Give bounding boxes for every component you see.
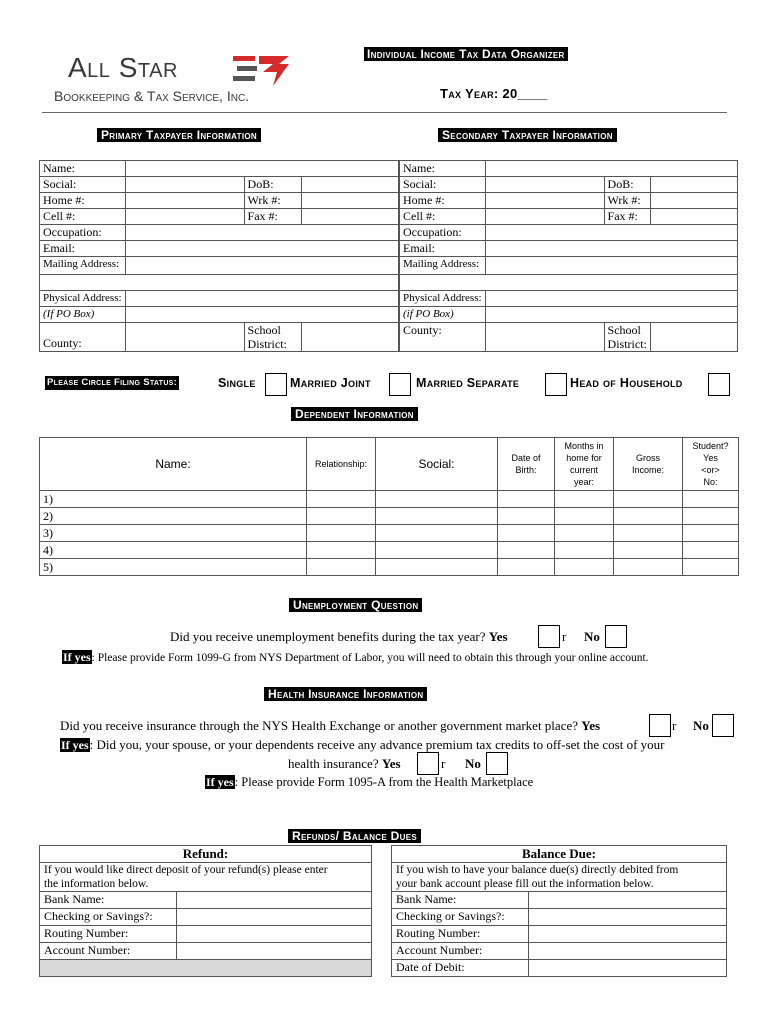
refund-checking-field[interactable] <box>177 909 372 926</box>
dep-dob-text-2: Birth: <box>515 465 537 475</box>
secondary-occupation-field[interactable] <box>485 225 737 241</box>
dep-row-5-gross[interactable] <box>614 559 683 576</box>
balance-description <box>392 863 727 892</box>
primary-occupation-field[interactable] <box>125 225 398 241</box>
logo-company-name: All Star <box>68 52 178 83</box>
secondary-name-label: Name: <box>400 161 486 177</box>
secondary-mailing-field-2[interactable] <box>400 275 738 291</box>
form-title: Individual Income Tax Data Organizer <box>364 47 568 61</box>
dep-row-4-student[interactable] <box>683 542 739 559</box>
unemployment-instruction-text: : Please provide Form 1099-G from NYS Department of Labor, you will need to obtain this through your online account. <box>91 652 649 664</box>
unemployment-heading: Unemployment Question <box>289 598 422 612</box>
health-followup-no-label: No <box>465 756 481 771</box>
primary-school-text: School <box>247 323 281 337</box>
secondary-dob-label: DoB: <box>604 177 650 193</box>
primary-email-label: Email: <box>40 241 126 257</box>
dependent-table <box>39 437 739 576</box>
dep-dob-text-1: Date of <box>511 453 541 463</box>
dep-student-text-1: Student? <box>692 441 729 451</box>
dep-row-2-student[interactable] <box>683 508 739 525</box>
balance-account-field[interactable] <box>529 943 727 960</box>
balance-bank-field[interactable] <box>529 892 727 909</box>
primary-district-text: District: <box>247 337 287 351</box>
filing-married-separate-checkbox[interactable] <box>545 373 567 396</box>
dep-row-4-social[interactable] <box>376 542 498 559</box>
dependent-row <box>40 559 739 576</box>
dep-col-dob <box>498 438 555 491</box>
primary-county-field[interactable] <box>125 323 244 352</box>
health-followup-text-1: : Did you, your spouse, or your dependents receive any advance premium tax credits to off-set the cost of your <box>89 737 665 752</box>
primary-social-field[interactable] <box>125 177 244 193</box>
primary-wrk-field[interactable] <box>301 193 398 209</box>
refund-checking-label: Checking or Savings?: <box>40 909 177 926</box>
secondary-taxpayer-table <box>399 160 738 352</box>
secondary-school-district-label <box>604 323 650 352</box>
dep-col-months <box>555 438 614 491</box>
dep-gross-text-1: Gross <box>635 453 660 463</box>
secondary-social-field[interactable] <box>485 177 604 193</box>
secondary-school-text: School <box>607 323 641 337</box>
refund-shaded-row <box>40 960 372 977</box>
refunds-heading: Refunds/ Balance Dues <box>288 829 421 843</box>
dep-gross-text-2: Income: <box>631 465 664 475</box>
secondary-mailing-label: Mailing Address: <box>400 257 486 275</box>
dep-row-1-months[interactable] <box>555 491 614 508</box>
secondary-home-label: Home #: <box>400 193 486 209</box>
primary-social-label: Social: <box>40 177 126 193</box>
health-instruction <box>205 775 533 790</box>
primary-cell-field[interactable] <box>125 209 244 225</box>
secondary-email-field[interactable] <box>485 241 737 257</box>
balance-desc-1: If you wish to have your balance due(s) directly debited from <box>396 864 679 876</box>
health-yes-checkbox[interactable] <box>649 714 671 737</box>
primary-mailing-label: Mailing Address: <box>40 257 126 275</box>
secondary-county-field[interactable] <box>485 323 604 352</box>
refund-desc-1: If you would like direct deposit of your refund(s) please enter <box>44 864 328 876</box>
primary-dob-field[interactable] <box>301 177 398 193</box>
company-logo <box>40 52 330 112</box>
dep-col-student <box>683 438 739 491</box>
secondary-mailing-field[interactable] <box>485 257 737 275</box>
dep-months-text-4: year: <box>573 477 594 487</box>
health-question-text: Did you receive insurance through the NYS Health Exchange or another government market place? <box>60 718 579 733</box>
dep-col-relationship: Relationship: <box>307 438 376 491</box>
primary-cell-label: Cell #: <box>40 209 126 225</box>
primary-home-field[interactable] <box>125 193 244 209</box>
dep-row-3-name[interactable]: 3) <box>40 525 307 542</box>
primary-home-label: Home #: <box>40 193 126 209</box>
refund-bank-field[interactable] <box>177 892 372 909</box>
refund-account-field[interactable] <box>177 943 372 960</box>
filing-married-joint-checkbox[interactable] <box>389 373 411 396</box>
health-no-label: No <box>693 718 709 733</box>
health-followup-no-checkbox[interactable] <box>486 752 508 775</box>
unemployment-instruction <box>62 650 649 665</box>
secondary-wrk-field[interactable] <box>650 193 737 209</box>
health-followup-line-1 <box>60 737 665 753</box>
primary-dob-label: DoB: <box>244 177 301 193</box>
health-followup-yes-label: Yes <box>381 756 401 771</box>
dependent-row <box>40 525 739 542</box>
secondary-district-text: District: <box>607 337 647 351</box>
health-followup-yes-checkbox[interactable] <box>417 752 439 775</box>
health-if-yes: If yes <box>61 738 89 752</box>
secondary-home-field[interactable] <box>485 193 604 209</box>
health-followup-line-2 <box>288 756 401 772</box>
secondary-school-district-field[interactable] <box>650 323 737 352</box>
refund-routing-label: Routing Number: <box>40 926 177 943</box>
primary-physical-label: Physical Address: <box>40 291 126 307</box>
unemployment-or-label: r <box>562 629 567 644</box>
dep-row-1-gross[interactable] <box>614 491 683 508</box>
dep-student-text-3: <or> <box>701 465 720 475</box>
secondary-name-field[interactable] <box>485 161 737 177</box>
secondary-wrk-label: Wrk #: <box>604 193 650 209</box>
health-insurance-heading: Health Insurance Information <box>264 687 427 701</box>
health-or-label: r <box>672 718 677 733</box>
dep-months-text-1: Months in <box>564 441 604 451</box>
filing-married-joint-label: Married Joint <box>290 376 371 390</box>
dep-row-3-social[interactable] <box>376 525 498 542</box>
logo-tagline: Bookkeeping & Tax Service, Inc. <box>54 88 250 104</box>
primary-county-label: County: <box>40 323 126 352</box>
primary-school-district-label <box>244 323 301 352</box>
dep-row-2-relationship[interactable] <box>307 508 376 525</box>
unemployment-yes-checkbox[interactable] <box>538 625 560 648</box>
refund-routing-field[interactable] <box>177 926 372 943</box>
unemployment-no-label: No <box>584 629 600 644</box>
secondary-cell-field[interactable] <box>485 209 604 225</box>
secondary-email-label: Email: <box>400 241 486 257</box>
primary-wrk-label: Wrk #: <box>244 193 301 209</box>
balance-title: Balance Due: <box>392 846 727 863</box>
health-followup-or-label: r <box>441 756 446 771</box>
balance-bank-label: Bank Name: <box>392 892 529 909</box>
dep-row-5-social[interactable] <box>376 559 498 576</box>
primary-occupation-label: Occupation: <box>40 225 126 241</box>
refund-desc-2: the information below. <box>44 878 149 890</box>
refund-bank-label: Bank Name: <box>40 892 177 909</box>
secondary-po-box-field[interactable] <box>485 307 737 323</box>
primary-physical-field[interactable] <box>125 291 398 307</box>
dep-col-gross <box>614 438 683 491</box>
filing-status-label: Please Circle Filing Status: <box>47 377 178 388</box>
dep-row-1-social[interactable] <box>376 491 498 508</box>
refund-description <box>40 863 372 892</box>
filing-single-checkbox[interactable] <box>265 373 287 396</box>
balance-due-table <box>391 845 727 977</box>
secondary-physical-label: Physical Address: <box>400 291 486 307</box>
dep-student-text-4: No: <box>703 477 718 487</box>
health-question <box>60 718 600 734</box>
dependent-row <box>40 508 739 525</box>
primary-mailing-field-2[interactable] <box>40 275 399 291</box>
dep-row-4-name[interactable]: 4) <box>40 542 307 559</box>
dep-col-social: Social: <box>376 438 498 491</box>
dep-row-5-relationship[interactable] <box>307 559 376 576</box>
tax-year-field[interactable]: Tax Year: 20____ <box>440 86 548 101</box>
header-divider <box>42 112 727 113</box>
dep-row-4-months[interactable] <box>555 542 614 559</box>
dependent-heading: Dependent Information <box>291 407 418 421</box>
unemployment-yes-label: Yes <box>488 629 508 644</box>
balance-date-field[interactable] <box>529 960 727 977</box>
dep-row-5-months[interactable] <box>555 559 614 576</box>
dep-student-text-2: Yes <box>703 453 718 463</box>
secondary-po-box-label: (if PO Box) <box>400 307 486 323</box>
dep-row-2-social[interactable] <box>376 508 498 525</box>
primary-fax-field[interactable] <box>301 209 398 225</box>
secondary-social-label: Social: <box>400 177 486 193</box>
balance-date-label: Date of Debit: <box>392 960 529 977</box>
health-instruction-text: : Please provide Form 1095-A from the Health Marketplace <box>234 775 534 789</box>
balance-routing-field[interactable] <box>529 926 727 943</box>
filing-married-separate-label: Married Separate <box>416 376 520 390</box>
secondary-dob-field[interactable] <box>650 177 737 193</box>
dep-row-3-months[interactable] <box>555 525 614 542</box>
unemployment-if-yes: If yes <box>63 650 91 664</box>
primary-mailing-field[interactable] <box>125 257 398 275</box>
dep-row-3-gross[interactable] <box>614 525 683 542</box>
refund-table <box>39 845 372 977</box>
refund-account-label: Account Number: <box>40 943 177 960</box>
health-no-checkbox[interactable] <box>712 714 734 737</box>
balance-desc-2: your bank account please fill out the information below. <box>396 878 654 890</box>
dep-months-text-3: current <box>569 465 598 475</box>
dep-row-3-relationship[interactable] <box>307 525 376 542</box>
filing-head-household-checkbox[interactable] <box>708 373 730 396</box>
dep-row-3-dob[interactable] <box>498 525 555 542</box>
dep-row-1-relationship[interactable] <box>307 491 376 508</box>
secondary-physical-field[interactable] <box>485 291 737 307</box>
primary-name-label: Name: <box>40 161 126 177</box>
dep-row-5-name[interactable]: 5) <box>40 559 307 576</box>
dep-row-5-dob[interactable] <box>498 559 555 576</box>
dependent-row <box>40 491 739 508</box>
secondary-fax-label: Fax #: <box>604 209 650 225</box>
dep-row-4-gross[interactable] <box>614 542 683 559</box>
unemployment-no-checkbox[interactable] <box>605 625 627 648</box>
health-followup-text-2: health insurance? <box>288 756 379 771</box>
primary-school-district-field[interactable] <box>301 323 398 352</box>
secondary-county-label: County: <box>400 323 486 352</box>
dep-months-text-2: home for <box>566 453 602 463</box>
balance-account-label: Account Number: <box>392 943 529 960</box>
dep-row-2-name[interactable]: 2) <box>40 508 307 525</box>
secondary-fax-field[interactable] <box>650 209 737 225</box>
primary-po-box-field[interactable] <box>125 307 398 323</box>
dep-col-name: Name: <box>40 438 307 491</box>
secondary-taxpayer-heading: Secondary Taxpayer Information <box>438 128 617 142</box>
dep-row-2-gross[interactable] <box>614 508 683 525</box>
refund-title: Refund: <box>40 846 372 863</box>
dep-row-4-relationship[interactable] <box>307 542 376 559</box>
primary-name-field[interactable] <box>125 161 398 177</box>
unemployment-question-text: Did you receive unemployment benefits during the tax year? <box>170 629 486 644</box>
primary-email-field[interactable] <box>125 241 398 257</box>
secondary-occupation-label: Occupation: <box>400 225 486 241</box>
dep-row-1-dob[interactable] <box>498 491 555 508</box>
dep-row-2-months[interactable] <box>555 508 614 525</box>
unemployment-question <box>170 629 508 645</box>
balance-routing-label: Routing Number: <box>392 926 529 943</box>
dep-row-3-student[interactable] <box>683 525 739 542</box>
health-yes-label: Yes <box>581 718 601 733</box>
dep-row-5-student[interactable] <box>683 559 739 576</box>
primary-taxpayer-heading: Primary Taxpayer Information <box>97 128 261 142</box>
primary-fax-label: Fax #: <box>244 209 301 225</box>
primary-taxpayer-table <box>39 160 399 352</box>
logo-star-mark-icon <box>233 54 293 88</box>
dependent-row <box>40 542 739 559</box>
filing-head-household-label: Head of Household <box>570 376 683 390</box>
dep-row-1-student[interactable] <box>683 491 739 508</box>
balance-checking-label: Checking or Savings?: <box>392 909 529 926</box>
balance-checking-field[interactable] <box>529 909 727 926</box>
filing-single-label: Single <box>218 376 256 390</box>
dep-row-1-name[interactable]: 1) <box>40 491 307 508</box>
secondary-cell-label: Cell #: <box>400 209 486 225</box>
dep-row-4-dob[interactable] <box>498 542 555 559</box>
primary-po-box-label: (If PO Box) <box>40 307 126 323</box>
health-if-yes-2: If yes <box>206 775 234 789</box>
dep-row-2-dob[interactable] <box>498 508 555 525</box>
